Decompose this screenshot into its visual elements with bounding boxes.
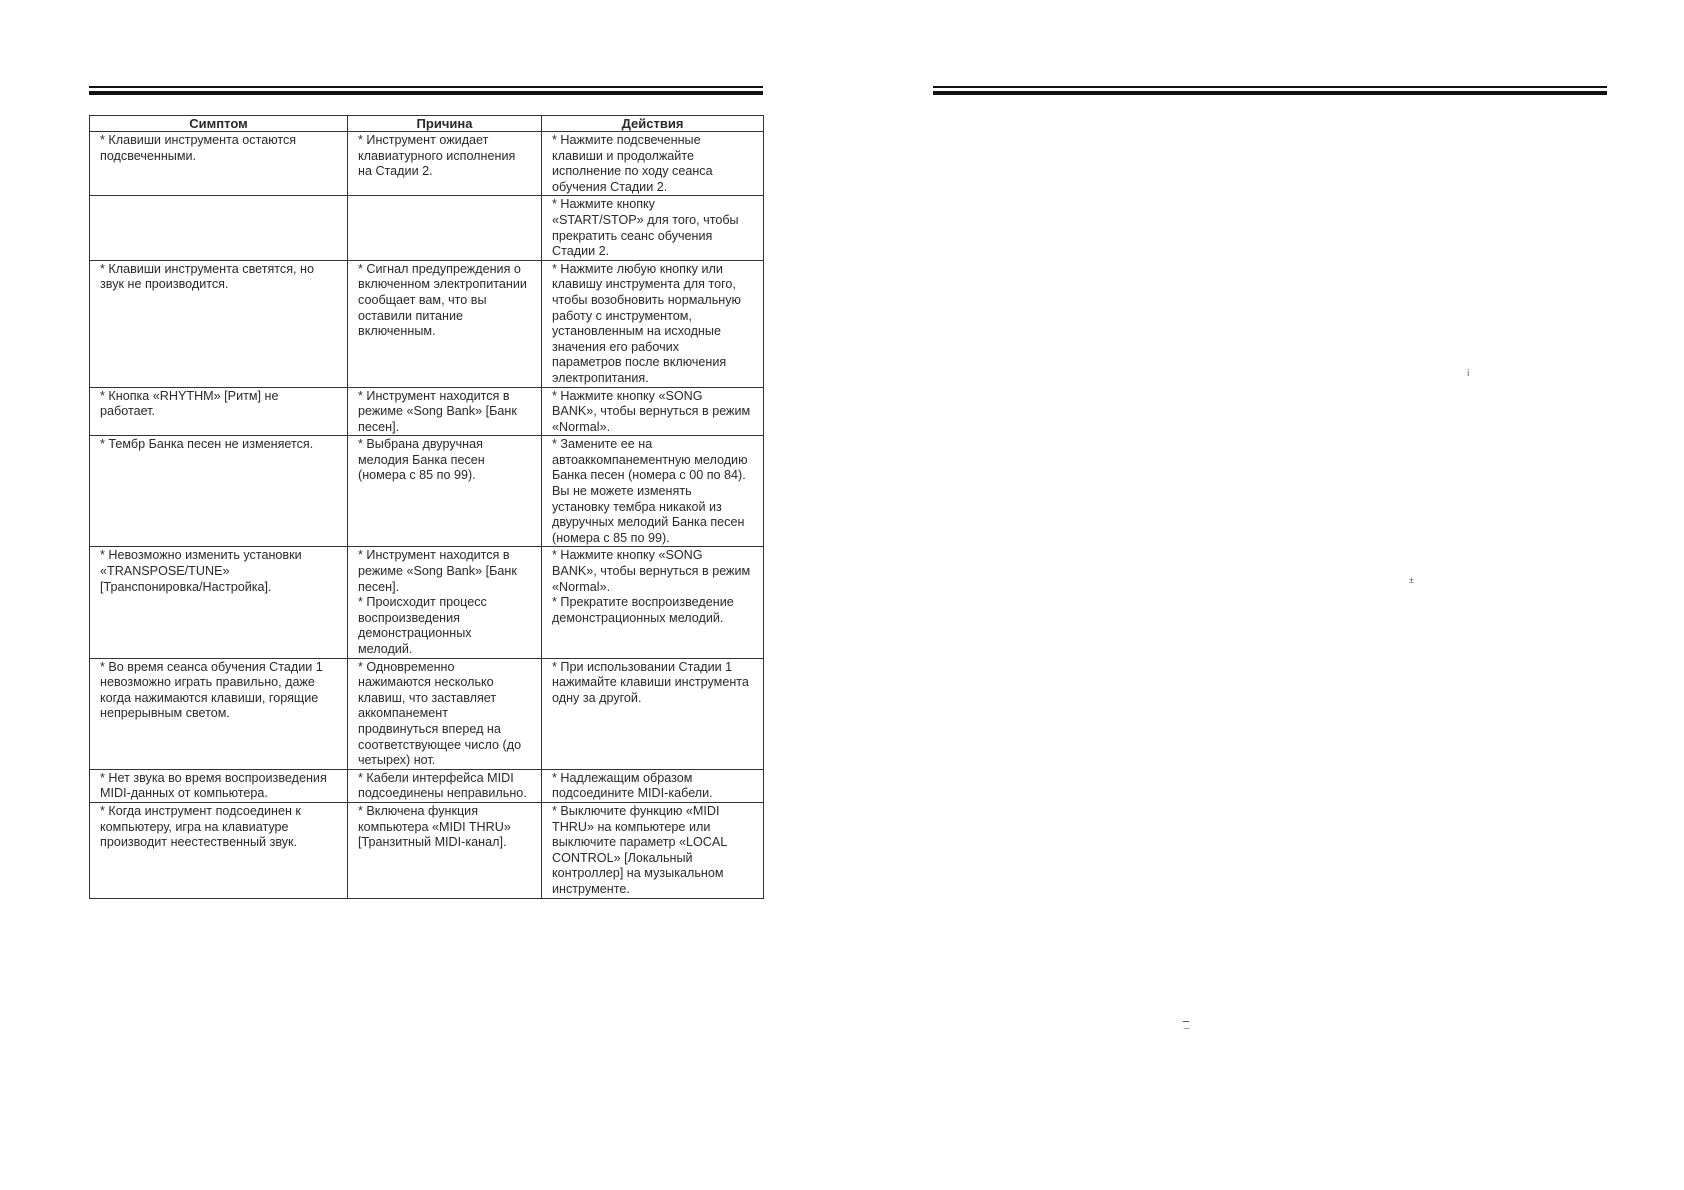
symptom-cell: * Когда инструмент подсоединен к компьютеру, игра на клавиатуре производит неестественный звук.	[90, 802, 348, 898]
action-cell: * Нажмите подсвеченные клавиши и продолжайте исполнение по ходу сеанса обучения Стадии 2.	[542, 132, 764, 196]
cause-cell: * Одновременно нажимаются несколько клавиш, что заставляет аккомпанемент продвинуться вперед на соответствующее число (до четырех) нот.	[348, 658, 542, 769]
table-row	[90, 260, 764, 387]
table-row	[90, 196, 764, 260]
stray-mark: ±	[1409, 575, 1414, 585]
action-cell: * Надлежащим образом подсоедините MIDI-кабели.	[542, 769, 764, 802]
table-header-row	[90, 116, 764, 132]
troubleshooting-table	[89, 115, 764, 899]
cause-cell: * Включена функция компьютера «MIDI THRU» [Транзитный MIDI-канал].	[348, 802, 542, 898]
cause-cell: * Инструмент находится в режиме «Song Bank» [Банк песен].	[348, 387, 542, 436]
header-rule-left	[89, 86, 763, 95]
symptom-cell: * Во время сеанса обучения Стадии 1 невозможно играть правильно, даже когда нажимаются клавиши, горящие непрерывным светом.	[90, 658, 348, 769]
table-row	[90, 802, 764, 898]
table-row	[90, 769, 764, 802]
table-row	[90, 132, 764, 196]
action-cell: * При использовании Стадии 1 нажимайте клавиши инструмента одну за другой.	[542, 658, 764, 769]
action-cell: * Нажмите кнопку «START/STOP» для того, чтобы прекратить сеанс обучения Стадии 2.	[542, 196, 764, 260]
symptom-cell: * Тембр Банка песен не изменяется.	[90, 436, 348, 547]
table-row	[90, 387, 764, 436]
action-cell: * Замените ее на автоаккомпанементную мелодию Банка песен (номера с 00 по 84). Вы не можете изменять установку тембра никакой из двуручных мелодий Банка песен (номера с 85 по 99).	[542, 436, 764, 547]
cause-cell: * Сигнал предупреждения о включенном электропитании сообщает вам, что вы оставили питание включенным.	[348, 260, 542, 387]
symptom-cell	[90, 196, 348, 260]
cause-cell: * Инструмент находится в режиме «Song Bank» [Банк песен]. * Происходит процесс воспроизведения демонстрационных мелодий.	[348, 547, 542, 658]
symptom-cell: * Клавиши инструмента светятся, но звук не производится.	[90, 260, 348, 387]
symptom-cell: * Нет звука во время воспроизведения MIDI-данных от компьютера.	[90, 769, 348, 802]
action-cell: * Нажмите кнопку «SONG BANK», чтобы вернуться в режим «Normal». * Прекратите воспроизведение демонстрационных мелодий.	[542, 547, 764, 658]
table-row	[90, 658, 764, 769]
header-cause: Причина	[348, 116, 542, 132]
header-rule-right	[933, 86, 1607, 95]
cause-cell: * Кабели интерфейса MIDI подсоединены неправильно.	[348, 769, 542, 802]
symptom-cell: * Клавиши инструмента остаются подсвеченными.	[90, 132, 348, 196]
cause-cell: * Инструмент ожидает клавиатурного исполнения на Стадии 2.	[348, 132, 542, 196]
action-cell: * Нажмите кнопку «SONG BANK», чтобы вернуться в режим «Normal».	[542, 387, 764, 436]
header-symptom: Симптом	[90, 116, 348, 132]
stray-mark: ⅰ	[1467, 368, 1470, 378]
symptom-cell: * Кнопка «RHYTHM» [Ритм] не работает.	[90, 387, 348, 436]
stray-mark: .....	[1183, 1022, 1190, 1031]
symptom-cell: * Невозможно изменить установки «TRANSPOSE/TUNE» [Транспонировка/Настройка].	[90, 547, 348, 658]
header-action: Действия	[542, 116, 764, 132]
action-cell: * Нажмите любую кнопку или клавишу инструмента для того, чтобы возобновить нормальную работу с инструментом, установленным на исходные значения его рабочих параметров после включения электропитания.	[542, 260, 764, 387]
cause-cell: * Выбрана двуручная мелодия Банка песен (номера с 85 по 99).	[348, 436, 542, 547]
table-row	[90, 547, 764, 658]
action-cell: * Выключите функцию «MIDI THRU» на компьютере или выключите параметр «LOCAL CONTROL» [Локальный контроллер] на музыкальном инструменте.	[542, 802, 764, 898]
cause-cell	[348, 196, 542, 260]
table-row	[90, 436, 764, 547]
